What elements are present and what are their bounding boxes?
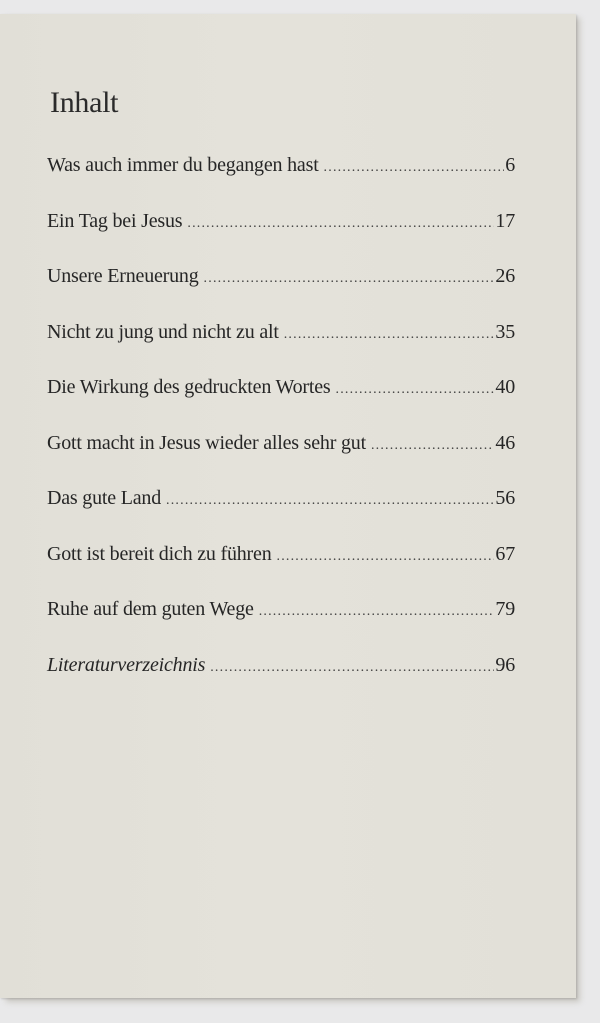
toc-page-number: 6 bbox=[505, 154, 515, 176]
toc-entry bbox=[47, 487, 515, 543]
toc-page-number: 67 bbox=[495, 542, 515, 565]
dot-leader bbox=[284, 327, 495, 343]
dot-leader bbox=[187, 216, 494, 232]
toc-entry bbox=[47, 154, 515, 210]
toc-entry bbox=[47, 376, 515, 432]
toc-entry bbox=[47, 654, 515, 710]
toc-entry-title: Literaturverzeichnis bbox=[47, 653, 206, 676]
dot-leader bbox=[277, 549, 495, 565]
dot-leader bbox=[210, 660, 494, 676]
toc-entry-title: Unsere Erneuerung bbox=[47, 265, 199, 287]
toc-entry bbox=[47, 321, 515, 377]
book-page bbox=[0, 14, 576, 998]
toc-entry bbox=[47, 432, 515, 488]
page-title: Inhalt bbox=[50, 86, 119, 119]
toc-page-number: 26 bbox=[495, 265, 515, 287]
dot-leader bbox=[371, 438, 494, 454]
toc-entry-title: Das gute Land bbox=[47, 487, 162, 509]
dot-leader bbox=[336, 382, 495, 398]
toc-entry-title: Ruhe auf dem guten Wege bbox=[47, 598, 254, 620]
table-of-contents bbox=[47, 154, 515, 709]
toc-page-number: 96 bbox=[495, 653, 515, 676]
toc-entry-title: Was auch immer du begangen hast bbox=[47, 154, 319, 176]
toc-entry-title: Nicht zu jung und nicht zu alt bbox=[47, 320, 279, 343]
toc-entry-title: Gott macht in Jesus wieder alles sehr gut bbox=[47, 431, 366, 454]
toc-entry bbox=[47, 543, 515, 599]
dot-leader bbox=[259, 604, 495, 620]
toc-entry bbox=[47, 210, 515, 266]
toc-entry bbox=[47, 265, 515, 321]
toc-entry-title: Die Wirkung des gedruckten Wortes bbox=[47, 376, 331, 398]
toc-entry bbox=[47, 598, 515, 654]
toc-entry-title: Gott ist bereit dich zu führen bbox=[47, 542, 272, 565]
toc-entry-title: Ein Tag bei Jesus bbox=[47, 209, 183, 232]
toc-page-number: 46 bbox=[495, 431, 515, 454]
toc-page-number: 40 bbox=[495, 376, 515, 398]
toc-page-number: 17 bbox=[495, 209, 515, 232]
dot-leader bbox=[166, 493, 494, 509]
toc-page-number: 56 bbox=[495, 487, 515, 509]
toc-page-number: 35 bbox=[495, 320, 515, 343]
dot-leader bbox=[204, 271, 495, 287]
dot-leader bbox=[324, 160, 505, 176]
toc-page-number: 79 bbox=[495, 598, 515, 620]
